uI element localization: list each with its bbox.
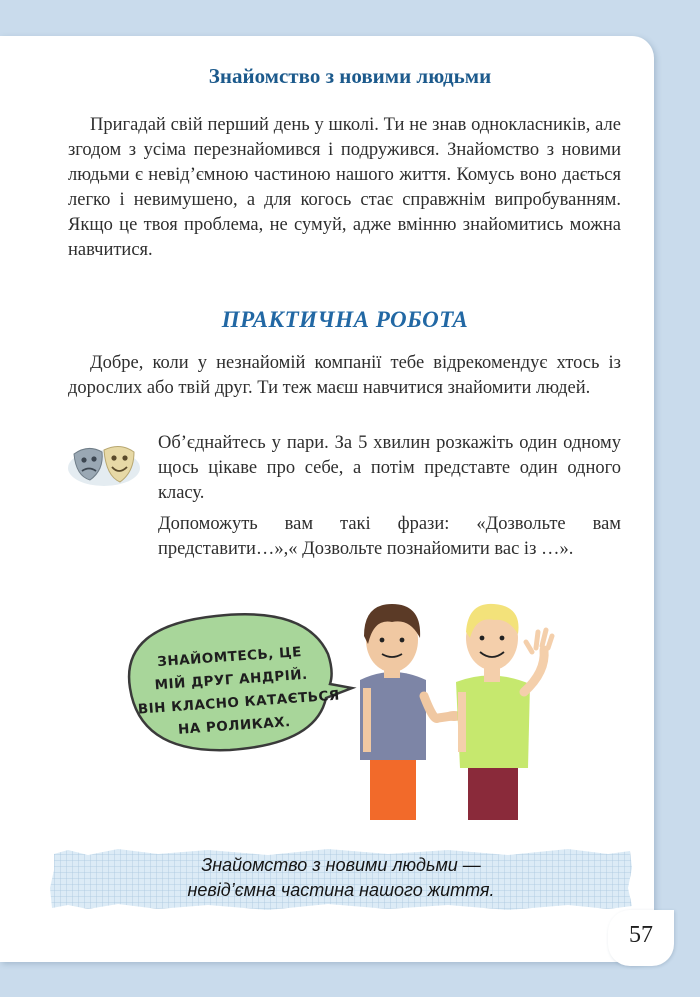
page-number: 57 [608,910,674,966]
intro-paragraph: Пригадай свій перший день у школі. Ти не знав однокласників, але згодом з усіма перезнайомився і подружився. Знайомство з новими людьми є невід’ємною частиною нашого життя. Комусь воно дається легко і невимушено, а для когось стає справжнім випробуванням. Якщо це твоя проблема, не сумуй, адже вмінню знайомитись можна навчитися. [68,115,621,260]
theatre-masks-icon [64,438,144,490]
bubble-line: НА РОЛИКАХ. [177,714,292,738]
note-line: невід’ємна частина нашого життя. [187,880,495,900]
bubble-line: ВІН КЛАСНО КАТАЄТЬСЯ [137,687,341,718]
task-paragraph: Об’єднайтесь у пари. За 5 хвилин розкажіть один одному щось цікаве про себе, а потім представте один одного класу. [158,433,621,503]
section-title: ПРАКТИЧНА РОБОТА [221,307,469,332]
note-line: Знайомство з новими людьми — [201,855,481,875]
boy-presenting [360,604,464,820]
practice-intro-paragraph: Добре, коли у незнайомій компанії тебе відрекомендує хтось із дорослих або твій друг. Ти теж маєш навчитися знайомити людей. [68,353,621,398]
speech-bubble-text [134,639,341,744]
page-title: Знайомство з новими людьми [208,64,492,88]
bubble-line: МІЙ ДРУГ АНДРІЙ. [154,666,309,694]
phrases-paragraph: Допоможуть вам такі фрази: «Дозвольте вам представити…»,« Дозвольте познайомити вас із …». [158,514,621,559]
boy-waving [456,604,552,820]
bubble-line: ЗНАЙОМТЕСЬ, ЦЕ [156,644,303,671]
note-text [48,853,634,903]
